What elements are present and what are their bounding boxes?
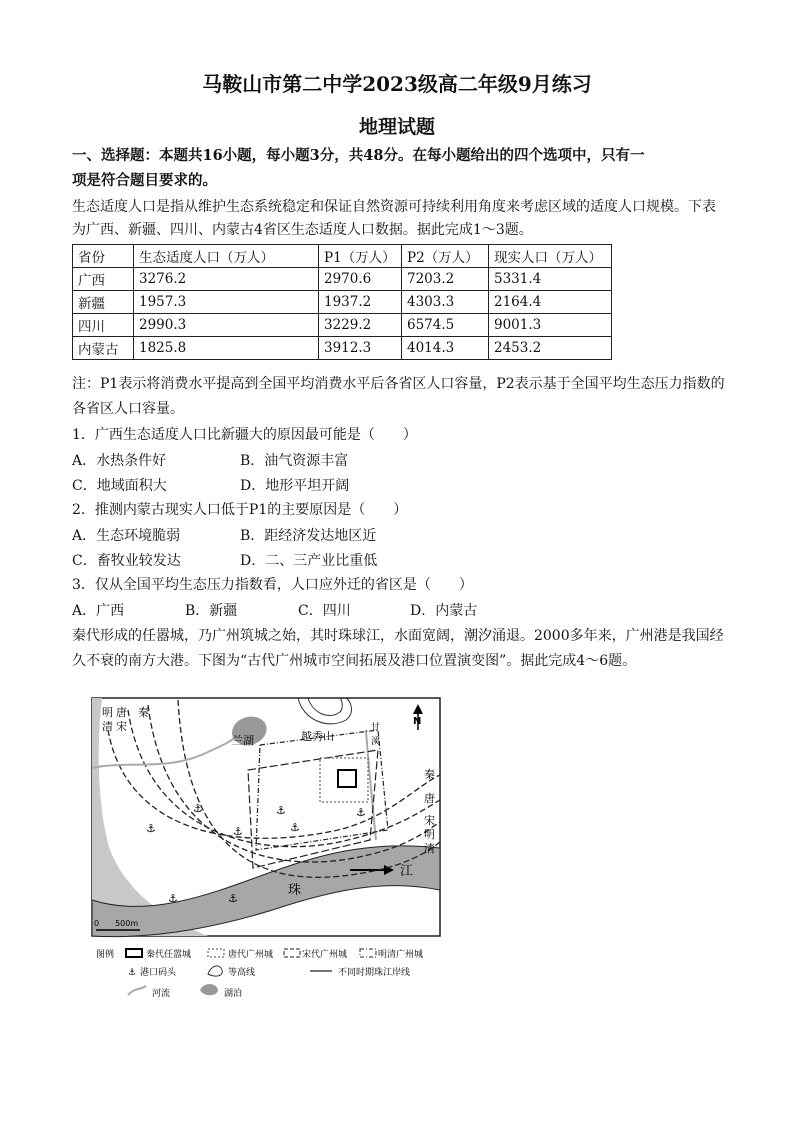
table-row [73,337,612,360]
scale-label: 0 500m [94,919,139,928]
guangzhou-map-figure [88,690,468,1010]
table-cell: 广西 [73,268,134,291]
table-cell: 5331.4 [489,268,612,291]
legend-qin-label: 秦代任嚣城 [146,950,192,960]
port-anchor-icon: ⚓ [228,892,238,905]
table-header: 现实人口（万人） [489,245,612,268]
table-cell: 3912.3 [319,337,402,360]
stream-label-xi: 溪 [371,737,381,747]
legend-lake-swatch [200,984,218,995]
table-cell: 4303.3 [402,291,489,314]
legend-song-label: 宋代广州城 [302,950,348,960]
right-label-qing: 清 [424,842,435,855]
hill-label: 越秀山 [301,730,334,743]
table-cell: 内蒙古 [73,337,134,360]
qin-renxiao-city [338,770,356,787]
shore-label-qing: 清 [102,720,113,733]
question-1-stem: 1．广西生态适度人口比新疆大的原因最可能是（ ） [72,427,417,443]
legend-contour-label: 等高线 [228,968,256,978]
table-cell: 1937.2 [319,291,402,314]
legend-tang-swatch [208,949,224,957]
right-label-ming: 明 [424,828,435,841]
table-cell: 新疆 [73,291,134,314]
section-heading-line1: 一、选择题：本题共16小题，每小题3分，共48分。在每小题给出的四个选项中，只有一 [72,147,645,164]
table-header: 省份 [73,245,134,268]
question-3-option-a[interactable]: A．广西 [72,603,125,619]
section-heading-line2: 项是符合题目要求的。 [72,172,217,189]
question-1-option-d[interactable]: D．地形平坦开阔 [240,478,350,494]
legend-qin-swatch [126,949,142,957]
table-cell: 1825.8 [134,337,319,360]
shore-label-ming: 明 [102,706,113,719]
question-2-stem: 2．推测内蒙古现实人口低于P1的主要原因是（ ） [72,502,408,518]
table-row [73,268,612,291]
page-subtitle: 地理试题 [358,116,435,138]
question-3-option-d[interactable]: D．内蒙古 [410,603,478,619]
legend-port-icon: ⚓ [128,968,137,978]
passage2-line1: 秦代形成的任嚣城，乃广州筑城之始，其时珠球江，水面宽阔，潮汐涌退。2000多年来，广州港是我国经 [72,628,724,644]
table-cell: 2990.3 [134,314,319,337]
right-label-qin: 秦 [424,768,435,781]
legend-contour-swatch [208,966,222,976]
shore-label-qin: 秦 [138,706,149,719]
table-cell: 6574.5 [402,314,489,337]
table-cell: 4014.3 [402,337,489,360]
port-anchor-icon: ⚓ [193,802,203,815]
table-cell: 2970.6 [319,268,402,291]
page-title: 马鞍山市第二中学2023级高二年级9月练习 [202,72,592,96]
right-label-tang: 唐 [424,792,435,805]
port-anchor-icon: ⚓ [290,821,300,834]
question-2-option-d[interactable]: D．二、三产业比重低 [240,553,378,569]
stream-label-gan: 甘 [371,723,381,733]
legend-title: 图例 [96,950,115,960]
table-cell: 2164.4 [489,291,612,314]
legend-port-label: 港口码头 [140,968,177,978]
table-header: P2（万人） [402,245,489,268]
river-label-jiang: 江 [400,864,414,879]
question-2-option-b[interactable]: B．距经济发达地区近 [240,528,377,544]
legend-mingqing-swatch [360,949,376,957]
table-cell: 3229.2 [319,314,402,337]
port-anchor-icon: ⚓ [356,806,366,819]
legend-river-label: 河流 [152,989,171,999]
table-cell: 1957.3 [134,291,319,314]
passage2-line2: 久不衰的南方大港。下图为“古代广州城市空间拓展及港口位置演变图”。据此完成4～6题。 [72,653,637,669]
question-3-option-b[interactable]: B．新疆 [185,603,238,619]
legend-tang-label: 唐代广州城 [228,950,274,960]
passage1-line2: 为广西、新疆、四川、内蒙古4省区生态适度人口数据。据此完成1～3题。 [72,222,533,238]
legend-mingqing-label: 明清广州城 [378,950,424,960]
table-cell: 7203.2 [402,268,489,291]
table-cell: 9001.3 [489,314,612,337]
right-label-song: 宋 [424,814,435,827]
question-2-option-a[interactable]: A．生态环境脆弱 [72,528,181,544]
population-table [72,244,612,360]
table-header-row [73,245,612,268]
table-cell: 四川 [73,314,134,337]
shore-label-tang: 唐 [116,706,127,719]
table-header: P1（万人） [319,245,402,268]
legend-river-swatch [128,986,146,995]
legend-lake-label: 湖泊 [224,989,243,999]
note-line1: 注：P1表示将消费水平提高到全国平均消费水平后各省区人口容量，P2表示基于全国平均生态压力指数的 [72,376,725,392]
shore-label-song: 宋 [116,720,127,733]
table-cell: 2453.2 [489,337,612,360]
legend-shoreline-label: 不同时期珠江岸线 [338,968,411,978]
question-3-option-c[interactable]: C．四川 [298,603,351,619]
table-row [73,314,612,337]
question-1-option-a[interactable]: A．水热条件好 [72,453,167,469]
note-line2: 各省区人口容量。 [72,401,184,417]
legend-song-swatch [284,949,300,957]
question-3-stem: 3．仅从全国平均生态压力指数看，人口应外迁的省区是（ ） [72,577,473,593]
lake-label: 兰湖 [232,734,254,747]
question-2-option-c[interactable]: C．畜牧业较发达 [72,553,181,569]
port-anchor-icon: ⚓ [146,822,156,835]
port-anchor-icon: ⚓ [276,804,286,817]
north-label: N [413,716,422,727]
river-label-zhu: 珠 [288,883,302,898]
port-anchor-icon: ⚓ [168,892,178,905]
question-1-option-b[interactable]: B．油气资源丰富 [240,453,349,469]
table-cell: 3276.2 [134,268,319,291]
table-header: 生态适度人口（万人） [134,245,319,268]
table-row [73,291,612,314]
passage1-line1: 生态适度人口是指从维护生态系统稳定和保证自然资源可持续利用角度来考虑区域的适度人口规模。下表 [72,199,716,215]
question-1-option-c[interactable]: C．地域面积大 [72,478,167,494]
port-anchor-icon: ⚓ [233,825,243,838]
